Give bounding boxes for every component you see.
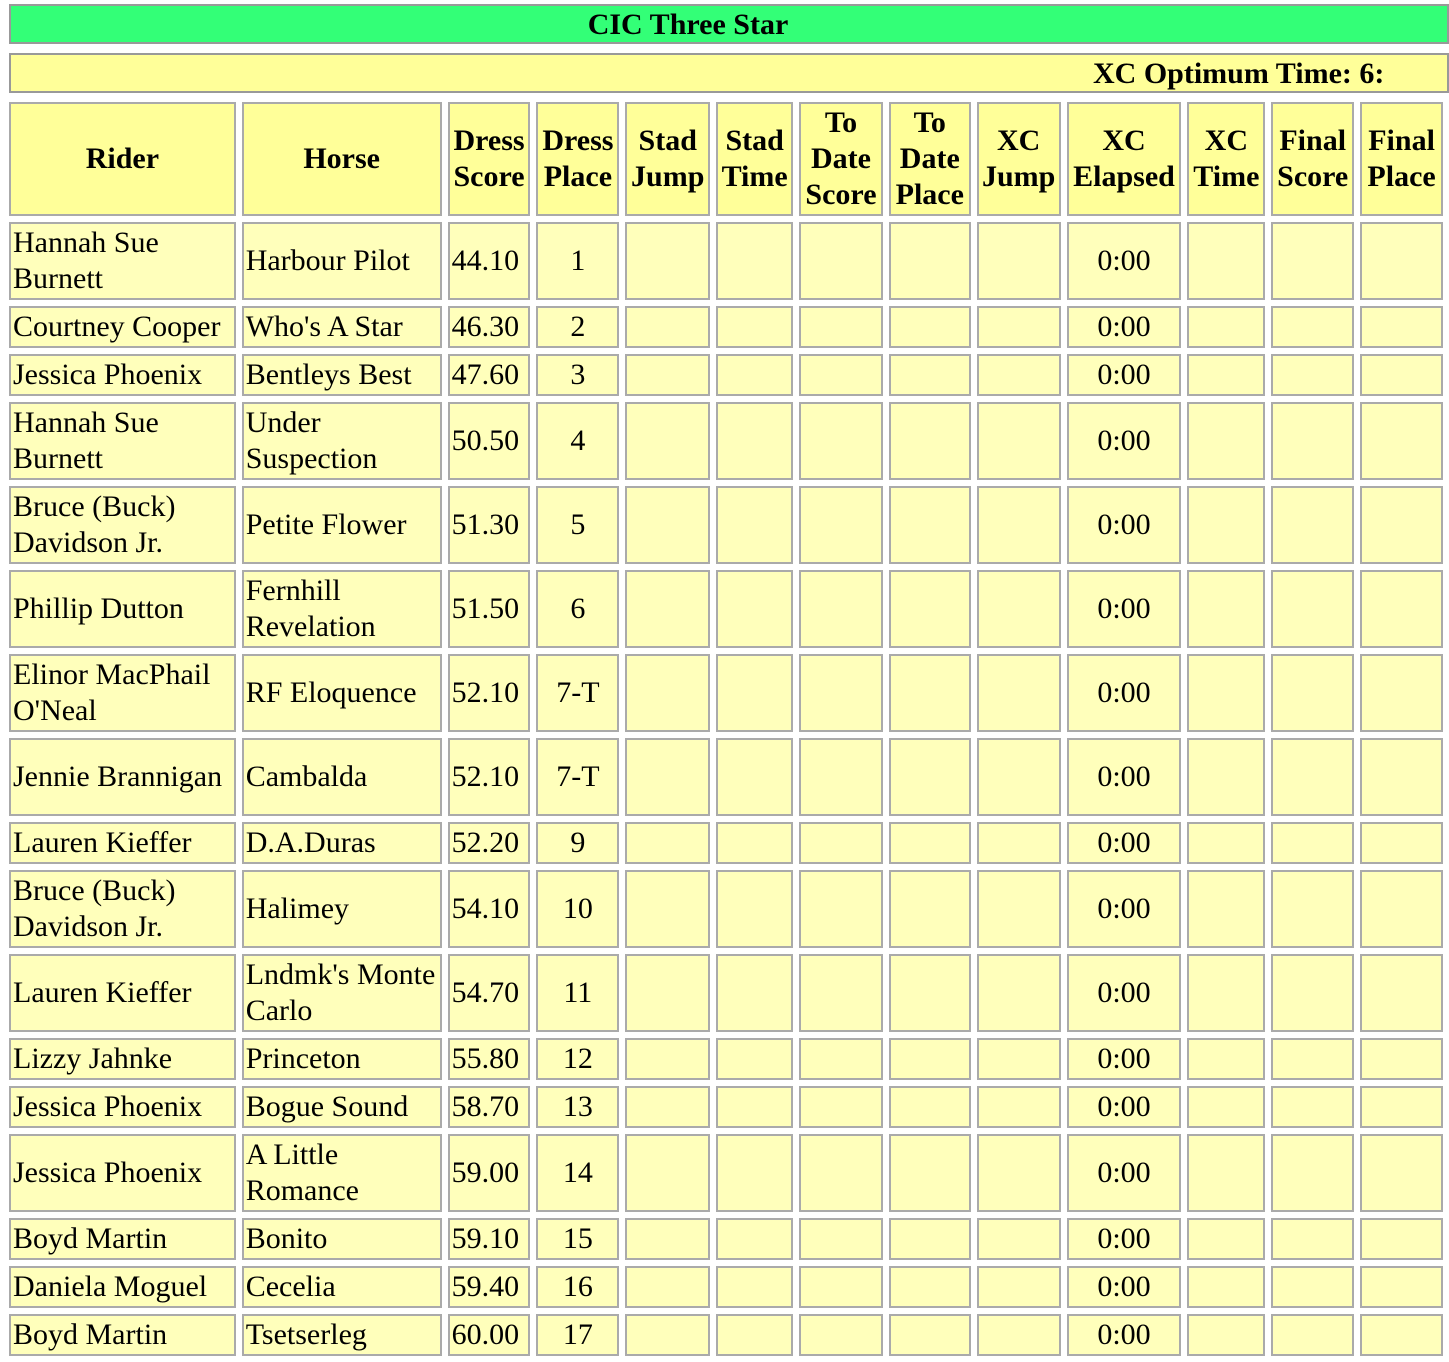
cell-final-score xyxy=(1271,654,1354,732)
cell-to-date-place xyxy=(889,1134,971,1212)
cell-final-place xyxy=(1360,822,1443,864)
cell-rider: Jessica Phoenix xyxy=(9,1134,236,1212)
table-row xyxy=(9,870,1443,948)
cell-xc-elapsed: 0:00 xyxy=(1067,1038,1182,1080)
cell-dress-place: 9 xyxy=(536,822,619,864)
cell-rider: Bruce (Buck) Davidson Jr. xyxy=(9,870,236,948)
cell-stad-time xyxy=(716,486,793,564)
cell-dress-score: 46.30 xyxy=(448,306,531,348)
cell-horse: Bogue Sound xyxy=(242,1086,442,1128)
cell-xc-jump xyxy=(977,654,1061,732)
cell-stad-time xyxy=(716,870,793,948)
cell-final-score xyxy=(1271,306,1354,348)
division-title: CIC Three Star xyxy=(9,4,1449,44)
cell-to-date-score xyxy=(799,1266,883,1308)
cell-final-score xyxy=(1271,822,1354,864)
cell-final-score xyxy=(1271,222,1354,300)
cell-stad-time xyxy=(716,1218,793,1260)
cell-xc-time xyxy=(1187,654,1265,732)
cell-final-score xyxy=(1271,870,1354,948)
col-header-stad-jump: Stad Jump xyxy=(625,102,710,216)
cell-stad-jump xyxy=(625,222,710,300)
cell-stad-jump xyxy=(625,1038,710,1080)
cell-final-place xyxy=(1360,654,1443,732)
cell-xc-elapsed: 0:00 xyxy=(1067,570,1182,648)
cell-final-place xyxy=(1360,954,1443,1032)
table-row xyxy=(9,222,1443,300)
cell-horse: D.A.Duras xyxy=(242,822,442,864)
cell-xc-elapsed: 0:00 xyxy=(1067,222,1182,300)
cell-horse: Harbour Pilot xyxy=(242,222,442,300)
col-header-xc-time: XC Time xyxy=(1187,102,1265,216)
table-row xyxy=(9,1218,1443,1260)
cell-stad-jump xyxy=(625,486,710,564)
cell-stad-jump xyxy=(625,738,710,816)
cell-xc-jump xyxy=(977,570,1061,648)
cell-horse: Petite Flower xyxy=(242,486,442,564)
cell-xc-jump xyxy=(977,822,1061,864)
cell-final-score xyxy=(1271,486,1354,564)
cell-rider: Lauren Kieffer xyxy=(9,954,236,1032)
cell-xc-elapsed: 0:00 xyxy=(1067,306,1182,348)
table-row xyxy=(9,954,1443,1032)
cell-dress-place: 3 xyxy=(536,354,619,396)
cell-to-date-place xyxy=(889,870,971,948)
header-row xyxy=(9,102,1443,216)
col-header-dress-score: Dress Score xyxy=(448,102,531,216)
cell-rider: Jennie Brannigan xyxy=(9,738,236,816)
cell-stad-time xyxy=(716,306,793,348)
cell-to-date-place xyxy=(889,486,971,564)
cell-dress-place: 16 xyxy=(536,1266,619,1308)
cell-stad-time xyxy=(716,1314,793,1356)
col-header-horse: Horse xyxy=(242,102,442,216)
cell-dress-score: 58.70 xyxy=(448,1086,531,1128)
cell-stad-time xyxy=(716,1266,793,1308)
table-row xyxy=(9,1266,1443,1308)
cell-rider: Jessica Phoenix xyxy=(9,354,236,396)
cell-to-date-place xyxy=(889,1218,971,1260)
cell-horse: Under Suspection xyxy=(242,402,442,480)
cell-rider: Boyd Martin xyxy=(9,1314,236,1356)
cell-final-score xyxy=(1271,1218,1354,1260)
cell-rider: Bruce (Buck) Davidson Jr. xyxy=(9,486,236,564)
table-row xyxy=(9,1038,1443,1080)
cell-to-date-score xyxy=(799,222,883,300)
cell-rider: Phillip Dutton xyxy=(9,570,236,648)
cell-final-score xyxy=(1271,354,1354,396)
optimum-time-bar xyxy=(9,53,1449,93)
cell-to-date-score xyxy=(799,822,883,864)
cell-stad-jump xyxy=(625,1134,710,1212)
table-row xyxy=(9,306,1443,348)
cell-horse: Cecelia xyxy=(242,1266,442,1308)
table-row xyxy=(9,486,1443,564)
table-row xyxy=(9,738,1443,816)
cell-to-date-score xyxy=(799,654,883,732)
cell-to-date-place xyxy=(889,822,971,864)
cell-xc-elapsed: 0:00 xyxy=(1067,486,1182,564)
cell-dress-score: 54.10 xyxy=(448,870,531,948)
cell-stad-jump xyxy=(625,870,710,948)
optimum-time-label: XC Optimum Time: 6: xyxy=(1093,57,1385,90)
cell-to-date-place xyxy=(889,1314,971,1356)
col-header-xc-elapsed: XC Elapsed xyxy=(1067,102,1182,216)
cell-to-date-place xyxy=(889,954,971,1032)
cell-dress-score: 60.00 xyxy=(448,1314,531,1356)
cell-final-score xyxy=(1271,1134,1354,1212)
cell-final-place xyxy=(1360,1134,1443,1212)
cell-xc-elapsed: 0:00 xyxy=(1067,1266,1182,1308)
cell-xc-jump xyxy=(977,1086,1061,1128)
cell-xc-time xyxy=(1187,1314,1265,1356)
cell-to-date-score xyxy=(799,954,883,1032)
cell-rider: Hannah Sue Burnett xyxy=(9,222,236,300)
cell-xc-elapsed: 0:00 xyxy=(1067,1218,1182,1260)
cell-rider: Hannah Sue Burnett xyxy=(9,402,236,480)
cell-final-score xyxy=(1271,954,1354,1032)
cell-final-score xyxy=(1271,738,1354,816)
col-header-xc-jump: XC Jump xyxy=(977,102,1061,216)
cell-rider: Daniela Moguel xyxy=(9,1266,236,1308)
cell-xc-elapsed: 0:00 xyxy=(1067,402,1182,480)
cell-final-place xyxy=(1360,306,1443,348)
cell-to-date-place xyxy=(889,570,971,648)
cell-to-date-place xyxy=(889,738,971,816)
cell-dress-place: 7-T xyxy=(536,654,619,732)
table-row xyxy=(9,570,1443,648)
col-header-final-score: Final Score xyxy=(1271,102,1354,216)
cell-final-score xyxy=(1271,570,1354,648)
cell-stad-time xyxy=(716,402,793,480)
cell-horse: RF Eloquence xyxy=(242,654,442,732)
cell-dress-place: 13 xyxy=(536,1086,619,1128)
cell-dress-place: 17 xyxy=(536,1314,619,1356)
cell-horse: Princeton xyxy=(242,1038,442,1080)
cell-xc-time xyxy=(1187,738,1265,816)
cell-to-date-place xyxy=(889,1086,971,1128)
cell-final-place xyxy=(1360,1218,1443,1260)
cell-stad-time xyxy=(716,222,793,300)
cell-to-date-score xyxy=(799,1134,883,1212)
cell-rider: Courtney Cooper xyxy=(9,306,236,348)
cell-to-date-score xyxy=(799,306,883,348)
cell-stad-jump xyxy=(625,402,710,480)
cell-stad-time xyxy=(716,354,793,396)
cell-xc-time xyxy=(1187,354,1265,396)
cell-dress-score: 51.50 xyxy=(448,570,531,648)
cell-xc-jump xyxy=(977,738,1061,816)
cell-stad-jump xyxy=(625,354,710,396)
cell-to-date-place xyxy=(889,1266,971,1308)
cell-final-place xyxy=(1360,870,1443,948)
cell-final-place xyxy=(1360,402,1443,480)
cell-horse: Bentleys Best xyxy=(242,354,442,396)
cell-to-date-score xyxy=(799,1086,883,1128)
cell-dress-place: 10 xyxy=(536,870,619,948)
cell-horse: Bonito xyxy=(242,1218,442,1260)
cell-dress-place: 14 xyxy=(536,1134,619,1212)
cell-xc-jump xyxy=(977,1038,1061,1080)
cell-to-date-score xyxy=(799,486,883,564)
cell-xc-time xyxy=(1187,954,1265,1032)
cell-final-place xyxy=(1360,354,1443,396)
table-row xyxy=(9,1134,1443,1212)
cell-xc-time xyxy=(1187,1086,1265,1128)
cell-final-score xyxy=(1271,1038,1354,1080)
cell-stad-time xyxy=(716,822,793,864)
cell-xc-jump xyxy=(977,1134,1061,1212)
cell-final-score xyxy=(1271,1086,1354,1128)
cell-to-date-score xyxy=(799,870,883,948)
cell-xc-time xyxy=(1187,402,1265,480)
cell-rider: Elinor MacPhail O'Neal xyxy=(9,654,236,732)
cell-stad-time xyxy=(716,738,793,816)
cell-xc-jump xyxy=(977,954,1061,1032)
cell-xc-jump xyxy=(977,402,1061,480)
cell-to-date-score xyxy=(799,1038,883,1080)
col-header-rider: Rider xyxy=(9,102,236,216)
cell-final-place xyxy=(1360,570,1443,648)
cell-xc-time xyxy=(1187,570,1265,648)
cell-to-date-score xyxy=(799,1218,883,1260)
cell-horse: Halimey xyxy=(242,870,442,948)
cell-xc-jump xyxy=(977,1314,1061,1356)
cell-final-score xyxy=(1271,1314,1354,1356)
cell-xc-elapsed: 0:00 xyxy=(1067,954,1182,1032)
cell-dress-place: 4 xyxy=(536,402,619,480)
cell-stad-time xyxy=(716,1134,793,1212)
table-row xyxy=(9,1314,1443,1356)
cell-dress-place: 12 xyxy=(536,1038,619,1080)
cell-stad-jump xyxy=(625,654,710,732)
cell-xc-time xyxy=(1187,1038,1265,1080)
cell-xc-jump xyxy=(977,354,1061,396)
cell-dress-place: 15 xyxy=(536,1218,619,1260)
cell-stad-jump xyxy=(625,570,710,648)
cell-stad-jump xyxy=(625,822,710,864)
cell-rider: Boyd Martin xyxy=(9,1218,236,1260)
cell-to-date-score xyxy=(799,738,883,816)
cell-xc-elapsed: 0:00 xyxy=(1067,870,1182,948)
cell-rider: Lizzy Jahnke xyxy=(9,1038,236,1080)
cell-stad-time xyxy=(716,1086,793,1128)
cell-to-date-place xyxy=(889,354,971,396)
cell-stad-time xyxy=(716,1038,793,1080)
cell-to-date-score xyxy=(799,1314,883,1356)
cell-xc-time xyxy=(1187,1134,1265,1212)
cell-final-score xyxy=(1271,1266,1354,1308)
cell-to-date-score xyxy=(799,354,883,396)
cell-dress-score: 59.40 xyxy=(448,1266,531,1308)
cell-stad-jump xyxy=(625,306,710,348)
cell-dress-score: 52.10 xyxy=(448,654,531,732)
table-row xyxy=(9,354,1443,396)
cell-dress-score: 44.10 xyxy=(448,222,531,300)
cell-to-date-score xyxy=(799,570,883,648)
cell-final-place xyxy=(1360,1086,1443,1128)
cell-xc-elapsed: 0:00 xyxy=(1067,738,1182,816)
cell-to-date-score xyxy=(799,402,883,480)
cell-horse: A Little Romance xyxy=(242,1134,442,1212)
col-header-to-date-score: To Date Score xyxy=(799,102,883,216)
cell-xc-elapsed: 0:00 xyxy=(1067,354,1182,396)
cell-to-date-place xyxy=(889,222,971,300)
cell-dress-score: 52.10 xyxy=(448,738,531,816)
cell-dress-place: 7-T xyxy=(536,738,619,816)
cell-dress-score: 59.10 xyxy=(448,1218,531,1260)
results-table xyxy=(3,96,1449,1362)
col-header-to-date-place: To Date Place xyxy=(889,102,971,216)
cell-stad-jump xyxy=(625,1218,710,1260)
cell-final-place xyxy=(1360,222,1443,300)
cell-final-place xyxy=(1360,1314,1443,1356)
cell-final-place xyxy=(1360,1266,1443,1308)
cell-stad-jump xyxy=(625,1266,710,1308)
table-row xyxy=(9,654,1443,732)
cell-xc-time xyxy=(1187,822,1265,864)
cell-stad-jump xyxy=(625,954,710,1032)
cell-xc-time xyxy=(1187,222,1265,300)
cell-to-date-place xyxy=(889,1038,971,1080)
table-row xyxy=(9,402,1443,480)
cell-to-date-place xyxy=(889,654,971,732)
cell-xc-elapsed: 0:00 xyxy=(1067,1134,1182,1212)
cell-to-date-place xyxy=(889,402,971,480)
cell-dress-place: 1 xyxy=(536,222,619,300)
cell-xc-jump xyxy=(977,870,1061,948)
cell-xc-jump xyxy=(977,1266,1061,1308)
cell-dress-place: 6 xyxy=(536,570,619,648)
cell-xc-time xyxy=(1187,486,1265,564)
cell-dress-place: 2 xyxy=(536,306,619,348)
cell-xc-time xyxy=(1187,870,1265,948)
table-row xyxy=(9,1086,1443,1128)
cell-final-place xyxy=(1360,486,1443,564)
cell-dress-place: 5 xyxy=(536,486,619,564)
cell-dress-score: 52.20 xyxy=(448,822,531,864)
cell-horse: Tsetserleg xyxy=(242,1314,442,1356)
cell-final-score xyxy=(1271,402,1354,480)
cell-rider: Lauren Kieffer xyxy=(9,822,236,864)
cell-stad-time xyxy=(716,954,793,1032)
cell-dress-score: 54.70 xyxy=(448,954,531,1032)
cell-stad-time xyxy=(716,570,793,648)
cell-horse: Cambalda xyxy=(242,738,442,816)
cell-xc-elapsed: 0:00 xyxy=(1067,1086,1182,1128)
table-row xyxy=(9,822,1443,864)
cell-xc-elapsed: 0:00 xyxy=(1067,654,1182,732)
cell-xc-time xyxy=(1187,1266,1265,1308)
cell-horse: Fernhill Revelation xyxy=(242,570,442,648)
cell-horse: Lndmk's Monte Carlo xyxy=(242,954,442,1032)
cell-dress-score: 50.50 xyxy=(448,402,531,480)
cell-xc-jump xyxy=(977,306,1061,348)
cell-xc-jump xyxy=(977,222,1061,300)
cell-dress-score: 59.00 xyxy=(448,1134,531,1212)
col-header-final-place: Final Place xyxy=(1360,102,1443,216)
cell-dress-place: 11 xyxy=(536,954,619,1032)
cell-xc-elapsed: 0:00 xyxy=(1067,822,1182,864)
cell-final-place xyxy=(1360,738,1443,816)
cell-stad-time xyxy=(716,654,793,732)
cell-horse: Who's A Star xyxy=(242,306,442,348)
cell-stad-jump xyxy=(625,1086,710,1128)
cell-to-date-place xyxy=(889,306,971,348)
col-header-stad-time: Stad Time xyxy=(716,102,793,216)
cell-xc-jump xyxy=(977,486,1061,564)
cell-stad-jump xyxy=(625,1314,710,1356)
cell-final-place xyxy=(1360,1038,1443,1080)
cell-dress-score: 51.30 xyxy=(448,486,531,564)
cell-xc-elapsed: 0:00 xyxy=(1067,1314,1182,1356)
col-header-dress-place: Dress Place xyxy=(536,102,619,216)
cell-xc-jump xyxy=(977,1218,1061,1260)
cell-dress-score: 47.60 xyxy=(448,354,531,396)
cell-rider: Jessica Phoenix xyxy=(9,1086,236,1128)
cell-xc-time xyxy=(1187,1218,1265,1260)
cell-dress-score: 55.80 xyxy=(448,1038,531,1080)
cell-xc-time xyxy=(1187,306,1265,348)
